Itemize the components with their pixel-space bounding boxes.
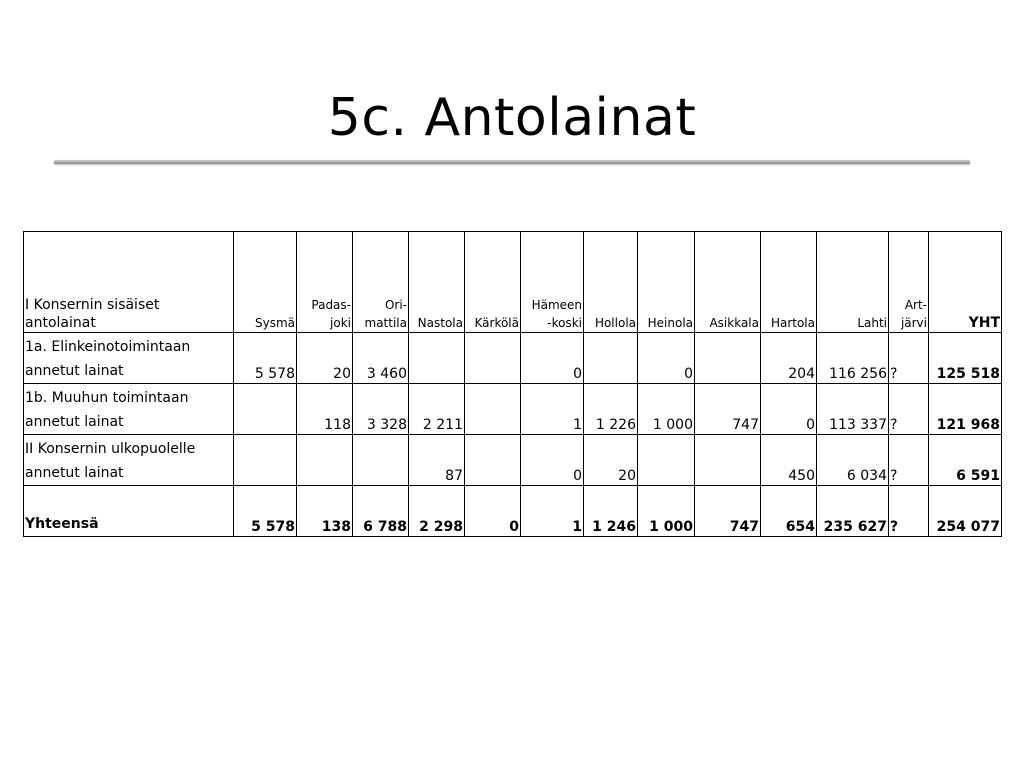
table-cell	[465, 333, 521, 384]
table-cell: 87	[409, 435, 465, 486]
table-cell	[465, 384, 521, 435]
column-header: Art- järvi	[889, 232, 929, 333]
table-cell: 450	[761, 435, 817, 486]
table-cell: 5 578	[234, 333, 297, 384]
table-cell: 6 591	[929, 435, 1002, 486]
table-cell	[353, 435, 409, 486]
table-cell: ?	[889, 384, 929, 435]
row-label: 1a. Elinkeinotoimintaan annetut lainat	[24, 333, 234, 384]
column-header: Padas- joki	[297, 232, 353, 333]
table-cell	[234, 384, 297, 435]
table-cell: 138	[297, 486, 353, 537]
table-cell: ?	[889, 333, 929, 384]
table-cell: 2 298	[409, 486, 465, 537]
table-cell: ?	[889, 435, 929, 486]
header-row-label: I Konsernin sisäiset antolainat	[24, 232, 234, 333]
column-header: Ori- mattila	[353, 232, 409, 333]
table-cell	[465, 435, 521, 486]
column-header: Sysmä	[234, 232, 297, 333]
table-row	[24, 384, 1002, 435]
table-cell	[297, 435, 353, 486]
table-cell: 747	[695, 486, 761, 537]
table-cell: 654	[761, 486, 817, 537]
column-header: Hartola	[761, 232, 817, 333]
table-cell: 0	[521, 333, 584, 384]
loans-table	[23, 231, 1002, 537]
column-header: Kärkölä	[465, 232, 521, 333]
table-cell: 121 968	[929, 384, 1002, 435]
table-row	[24, 435, 1002, 486]
table-row	[24, 333, 1002, 384]
table-cell	[234, 435, 297, 486]
table-cell: 0	[638, 333, 695, 384]
table-body	[24, 232, 1002, 537]
table-cell: ?	[889, 486, 929, 537]
table-cell: 1 000	[638, 486, 695, 537]
table-cell: 1 246	[584, 486, 638, 537]
table-cell: 3 328	[353, 384, 409, 435]
row-label: 1b. Muuhun toimintaan annetut lainat	[24, 384, 234, 435]
row-label: II Konsernin ulkopuolelle annetut lainat	[24, 435, 234, 486]
table-cell: 254 077	[929, 486, 1002, 537]
table-cell: 747	[695, 384, 761, 435]
table-cell: 1	[521, 384, 584, 435]
table-cell: 1 000	[638, 384, 695, 435]
table-cell: 5 578	[234, 486, 297, 537]
table-cell	[584, 333, 638, 384]
table-cell: 113 337	[817, 384, 889, 435]
table-cell: 204	[761, 333, 817, 384]
table-cell: 6 034	[817, 435, 889, 486]
table-cell	[409, 333, 465, 384]
table-cell	[638, 435, 695, 486]
table-cell: 235 627	[817, 486, 889, 537]
table-cell	[695, 333, 761, 384]
table-cell: 118	[297, 384, 353, 435]
table-cell: 125 518	[929, 333, 1002, 384]
table-cell: 2 211	[409, 384, 465, 435]
table-cell: 0	[761, 384, 817, 435]
table-cell: 20	[297, 333, 353, 384]
column-header: YHT	[929, 232, 1002, 333]
table-cell: 6 788	[353, 486, 409, 537]
page-title: 5c. Antolainat	[327, 88, 697, 148]
column-header: Nastola	[409, 232, 465, 333]
table-cell: 3 460	[353, 333, 409, 384]
table-row	[24, 486, 1002, 537]
table-cell: 116 256	[817, 333, 889, 384]
table-header-row	[24, 232, 1002, 333]
table-cell: 0	[465, 486, 521, 537]
title-divider	[54, 160, 970, 164]
table-cell: 1 226	[584, 384, 638, 435]
column-header: Hollola	[584, 232, 638, 333]
table-cell	[695, 435, 761, 486]
column-header: Asikkala	[695, 232, 761, 333]
table-cell: 0	[521, 435, 584, 486]
column-header: Hämeen -koski	[521, 232, 584, 333]
table-cell: 1	[521, 486, 584, 537]
row-label: Yhteensä	[24, 486, 234, 537]
table-cell: 20	[584, 435, 638, 486]
column-header: Heinola	[638, 232, 695, 333]
column-header: Lahti	[817, 232, 889, 333]
